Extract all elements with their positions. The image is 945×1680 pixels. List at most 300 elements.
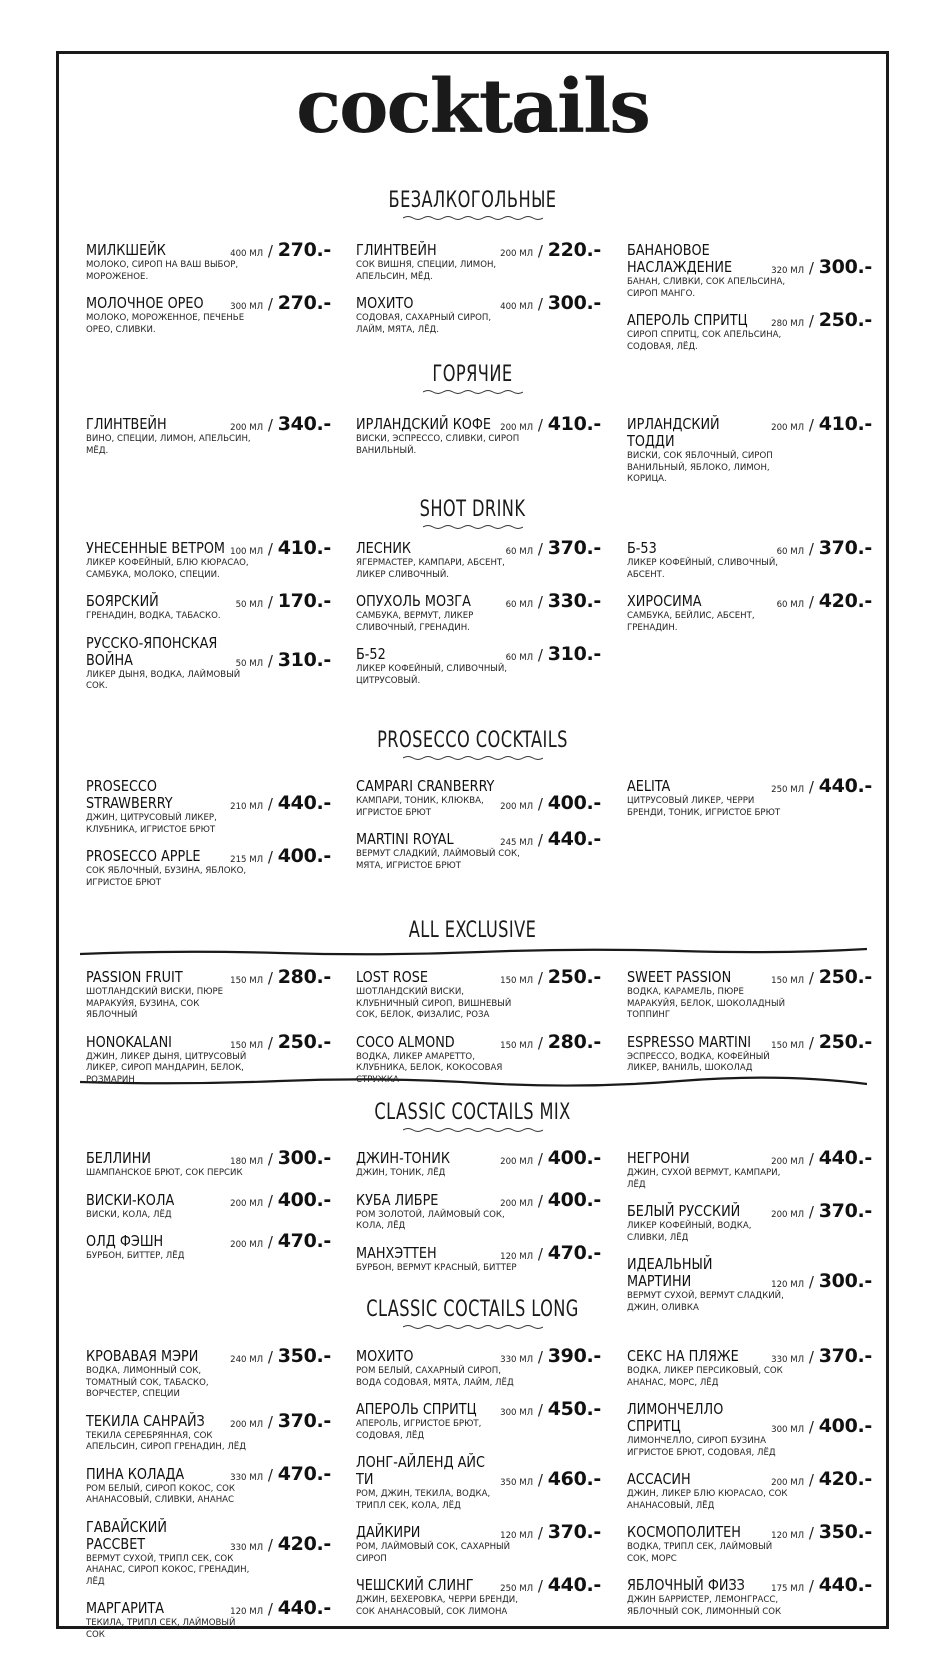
item-description: БАНАН, СЛИВКИ, СОК АПЕЛЬСИНА, СИРОП МАНГО. [627,277,786,299]
item-name: БОЯРСКИЙ [86,592,159,610]
item-name: КОСМОПОЛИТЕН [627,1523,741,1541]
menu-item [86,778,331,836]
item-description: ВОДКА, ЛИМОННЫЙ СОК, ТОМАТНЫЙ СОК, ТАБАСКО, ВОРЧЕСТЕР, СПЕЦИИ [86,1366,209,1399]
item-description: ДЖИН, ТОНИК, ЛЁД [356,1168,446,1178]
item-name: AELITA [627,777,671,795]
item-price: 400.- [277,845,331,867]
menu-item [356,643,601,687]
item-price: 440.- [277,1597,331,1619]
menu-column [356,1147,601,1286]
menu-item [627,1401,872,1459]
price-separator: / [804,593,819,611]
item-name: БЕЛЛИНИ [86,1149,152,1167]
item-name: HONOKALANI [86,1032,172,1051]
price-separator: / [263,1348,278,1366]
item-name: MARTINI ROYAL [356,830,454,848]
item-price-group [230,1533,331,1555]
menu-item [356,778,601,819]
item-name: ГЛИНТВЕЙН [356,241,437,259]
menu-item [356,239,601,283]
item-volume: 120 МЛ [230,1607,264,1617]
menu-item [356,1574,601,1618]
item-description: ВОДКА, КАРАМЕЛЬ, ПЮРЕ МАРАКУЙЯ, БЕЛОК, ШОКОЛАДНЫЙ ТОППИНГ [627,987,786,1020]
item-description: ТЕКИЛА СЕРЕБРЯННАЯ, СОК АПЕЛЬСИН, СИРОП ГРЕНАДИН, ЛЁД [86,1430,246,1452]
item-volume: 280 МЛ [771,319,805,329]
menu-item [627,1574,872,1618]
price-separator: / [804,1348,819,1366]
item-volume: 330 МЛ [230,1542,264,1553]
item-price-group [500,1031,601,1053]
item-price-group [771,1147,872,1169]
item-price-group [771,966,872,988]
menu-column [86,1147,331,1275]
item-name: МОХИТО [356,294,414,312]
item-description: СИРОП СПРИТЦ, СОК АПЕЛЬСИНА, СОДОВАЯ, ЛЁД. [627,330,782,352]
item-name: PROSECCO STRAWBERRY [86,777,173,812]
item-price: 310.- [277,648,331,671]
menu-column [86,537,331,705]
menu-column [356,778,601,884]
section-title: ГОРЯЧИЕ [432,362,513,387]
price-separator: / [263,1150,278,1168]
menu-item [356,590,601,634]
item-price-group [500,413,601,435]
item-description: ДЖИН БАРРИСТЕР, ЛЕМОНГРАСС, ЯБЛОЧНЫЙ СОК, ЛИМОННЫЙ СОК [627,1595,782,1617]
item-price-group [506,643,601,665]
price-separator: / [804,540,819,558]
section-title: CLASSIC COCTAILS MIX [374,1100,571,1125]
price-separator: / [804,1203,819,1221]
item-description: ДЖИН, ЛИКЕР ДЫНЯ, ЦИТРУСОВЫЙ ЛИКЕР, СИРОП МАНДАРИН, БЕЛОК, РОЗМАРИН [86,1051,247,1085]
item-price: 410.- [277,537,331,559]
menu-item [356,1345,601,1389]
item-volume: 120 МЛ [500,1531,534,1541]
item-price: 400.- [547,1188,601,1211]
item-price: 400.- [818,1415,872,1437]
menu-column [627,242,872,365]
menu-item [627,413,872,486]
item-name: МАНХЭТТЕН [356,1243,437,1262]
item-price: 300.- [547,292,601,314]
item-price-group [500,1521,601,1543]
item-volume: 120 МЛ [771,1280,805,1290]
menu-column [627,413,872,498]
price-separator: / [533,1033,548,1052]
squiggle-divider [403,755,543,761]
menu-item [356,966,601,1022]
menu-item [356,537,601,581]
section-title: SHOT DRINK [419,497,526,522]
item-price-group [236,649,331,671]
menu-item [356,292,601,336]
item-price: 420.- [818,590,872,612]
item-description: БУРБОН, ВЕРМУТ КРАСНЫЙ, БИТТЕР [356,1262,517,1273]
item-price: 440.- [818,1147,872,1169]
price-separator: / [533,540,548,558]
item-price: 340.- [277,413,331,435]
item-price: 170.- [277,590,331,612]
item-description: ЭСПРЕССО, ВОДКА, КОФЕЙНЫЙ ЛИКЕР, ВАНИЛЬ, ШОКОЛАД [627,1051,770,1073]
section-header-classic-mix [0,1100,945,1133]
item-volume: 60 МЛ [776,600,805,610]
menu-item [627,1345,872,1389]
item-description: ШОТЛАНДСКИЙ ВИСКИ, ПЮРЕ МАРАКУЙЯ, БУЗИНА, СОК ЯБЛОЧНЫЙ [86,987,224,1020]
item-name: PASSION FRUIT [86,968,183,986]
item-price: 440.- [818,775,872,797]
item-price-group [230,1230,331,1252]
item-description: ВИСКИ, СОК ЯБЛОЧНЫЙ, СИРОП ВАНИЛЬНЫЙ, ЯБЛОКО, ЛИМОН, КОРИЦА. [627,451,773,484]
price-separator: / [804,312,819,330]
item-price-group [500,792,601,814]
item-name: ДЖИН-ТОНИК [356,1149,450,1167]
price-separator: / [533,969,548,987]
item-price: 440.- [547,828,601,850]
menu-item [86,1230,331,1263]
item-price-group [500,239,601,261]
item-volume: 200 МЛ [230,1419,264,1430]
price-separator: / [263,969,278,987]
item-description: ЛИКЕР КОФЕЙНЫЙ, БЛЮ КЮРАСАО, САМБУКА, МОЛОКО, СПЕЦИИ. [86,558,249,580]
item-description: ЛИКЕР КОФЕЙНЫЙ, СЛИВОЧНЫЙ, АБСЕНТ. [627,558,779,580]
item-price-group [500,1189,601,1211]
item-price: 400.- [277,1188,331,1211]
item-price-group [771,256,872,278]
price-separator: / [533,831,548,849]
item-name: МАРГАРИТА [86,1599,165,1617]
item-volume: 150 МЛ [771,1040,805,1051]
item-price-group [777,537,872,559]
item-price-group [230,966,331,988]
item-volume: 200 МЛ [500,1157,534,1167]
item-name: ИДЕАЛЬНЫЙ МАРТИНИ [627,1255,713,1290]
item-price: 330.- [547,590,601,612]
item-description: ВОДКА, ТРИПЛ СЕК, ЛАЙМОВЫЙ СОК, МОРС [627,1542,773,1564]
section-title: ALL EXCLUSIVE [408,918,537,943]
price-separator: / [804,1418,819,1436]
price-separator: / [263,1535,278,1554]
item-price: 440.- [277,792,331,814]
menu-item [627,1200,872,1244]
section-header-prosecco [0,728,945,761]
item-name: Б-52 [356,645,386,663]
menu-item [86,1030,331,1087]
item-volume: 50 МЛ [235,658,264,669]
price-separator: / [804,416,819,434]
item-price: 250.- [818,309,872,331]
item-price: 470.- [277,1230,331,1252]
menu-item [86,1147,331,1180]
item-name: ЛЕСНИК [356,539,412,557]
item-price-group [506,590,601,612]
menu-column [356,413,601,469]
item-description: САМБУКА, ВЕРМУТ, ЛИКЕР СЛИВОЧНЫЙ, ГРЕНАДИН. [356,611,474,633]
item-volume: 200 МЛ [771,423,805,433]
item-description: ТЕКИЛА, ТРИПЛ СЕК, ЛАЙМОВЫЙ СОК [86,1618,236,1640]
item-price: 250.- [818,1030,872,1053]
item-description: ЛИКЕР КОФЕЙНЫЙ, ВОДКА, СЛИВКИ, ЛЁД [627,1221,752,1243]
item-name: ВИСКИ-КОЛА [86,1190,175,1209]
section-title: БЕЗАЛКОГОЛЬНЫЕ [388,188,557,213]
item-description: САМБУКА, БЕЙЛИС, АБСЕНТ, ГРЕНАДИН. [627,611,755,633]
menu-item [627,1256,872,1314]
item-volume: 240 МЛ [230,1355,264,1365]
item-price: 420.- [818,1468,872,1490]
item-price: 300.- [818,256,872,278]
menu-column [356,239,601,348]
price-separator: / [263,795,278,813]
wavy-rule-top [80,946,867,960]
item-description: ВЕРМУТ СУХОЙ, ТРИПЛ СЕК, СОК АНАНАС, СИРОП КОКОС, ГРЕНАДИН, ЛЁД [86,1553,250,1587]
item-description: СОДОВАЯ, САХАРНЫЙ СИРОП, ЛАЙМ, МЯТА, ЛЁД. [356,313,492,335]
item-price-group [500,1147,601,1169]
item-name: PROSECCO APPLE [86,847,201,865]
menu-item [356,1241,601,1275]
item-price: 220.- [547,239,601,261]
item-volume: 300 МЛ [230,302,264,312]
price-separator: / [804,1033,819,1052]
item-price-group [500,292,601,314]
item-price: 450.- [547,1398,601,1420]
item-price-group [230,239,331,261]
item-price: 400.- [547,792,601,814]
item-description: ЦИТРУСОВЫЙ ЛИКЕР, ЧЕРРИ БРЕНДИ, ТОНИК, ИГРИСТОЕ БРЮТ [627,796,781,818]
price-separator: / [533,1348,548,1366]
price-separator: / [533,416,548,434]
item-description: ВИНО, СПЕЦИИ, ЛИМОН, АПЕЛЬСИН, МЁД. [86,434,251,456]
item-price-group [230,792,331,814]
section-title: PROSECCO COCKTAILS [377,728,568,753]
item-price-group [771,1415,872,1437]
item-description: ЛИКЕР ДЫНЯ, ВОДКА, ЛАЙМОВЫЙ СОК. [86,669,241,691]
squiggle-divider [403,1127,543,1133]
item-description: ДЖИН, ЛИКЕР БЛЮ КЮРАСАО, СОК АНАНАСОВЫЙ, ЛЁД [627,1489,788,1511]
menu-item [86,413,331,457]
item-volume: 200 МЛ [230,1240,264,1250]
item-volume: 200 МЛ [771,1210,805,1220]
price-separator: / [263,651,278,670]
menu-item [356,413,601,457]
price-separator: / [533,593,548,611]
menu-item [86,292,331,336]
item-price: 270.- [277,239,331,261]
item-price-group [771,1468,872,1490]
menu-item [86,1519,331,1589]
item-price-group [230,845,331,867]
price-separator: / [263,848,278,866]
item-price-group [500,1574,601,1596]
item-volume: 150 МЛ [230,1040,264,1051]
menu-item [86,1409,331,1454]
item-volume: 200 МЛ [500,802,534,812]
item-description: РОМ, ЛАЙМОВЫЙ СОК, САХАРНЫЙ СИРОП [356,1542,511,1564]
item-volume: 60 МЛ [776,547,805,557]
item-name: ТЕКИЛА САНРАЙЗ [86,1411,205,1430]
menu-item [356,828,601,872]
menu-item [86,1597,331,1641]
item-name: ГЛИНТВЕЙН [86,415,167,433]
menu-column [356,966,601,1098]
item-name: КУБА ЛИБРЕ [356,1190,439,1209]
item-name: ДАЙКИРИ [356,1523,421,1541]
item-price: 370.- [547,1521,601,1543]
item-volume: 50 МЛ [235,600,264,610]
item-description: ДЖИН, ЦИТРУСОВЫЙ ЛИКЕР, КЛУБНИКА, ИГРИСТОЕ БРЮТ [86,813,217,835]
item-price-group [500,1242,601,1264]
item-price-group [230,1189,331,1211]
section-header-hot [0,362,945,395]
item-price: 410.- [547,413,601,435]
price-separator: / [804,778,819,796]
price-separator: / [533,242,548,260]
item-price: 460.- [547,1468,601,1490]
menu-item [86,239,331,283]
price-separator: / [263,1412,278,1431]
price-separator: / [263,1465,278,1484]
item-price: 440.- [547,1574,601,1596]
item-description: ВОДКА, ЛИКЕР АМАРЕТТО, КЛУБНИКА, БЕЛОК, КОКОСОВАЯ СТРУЖКА [356,1051,503,1085]
item-name: COCO ALMOND [356,1032,455,1051]
menu-column [627,1345,872,1630]
item-name: ИРЛАНДСКИЙ КОФЕ [356,415,492,433]
item-name: ХИРОСИМА [627,592,702,610]
item-description: БУРБОН, БИТТЕР, ЛЁД [86,1251,185,1261]
price-separator: / [533,1244,548,1263]
price-separator: / [533,1577,548,1595]
item-price-group [500,1345,601,1367]
menu-column [627,775,872,831]
menu-item [627,590,872,634]
item-description: ВЕРМУТ СУХОЙ, ВЕРМУТ СЛАДКИЙ, ДЖИН, ОЛИВКА [627,1291,784,1313]
item-price-group [230,537,331,559]
item-name: РУССКО-ЯПОНСКАЯ ВОЙНА [86,633,218,669]
section-title: CLASSIC COCTAILS LONG [366,1297,579,1322]
item-price: 350.- [277,1345,331,1367]
item-price: 440.- [818,1574,872,1596]
item-description: ШАМПАНСКОЕ БРЮТ, СОК ПЕРСИК [86,1168,243,1178]
squiggle-divider [423,524,523,530]
item-description: ВЕРМУТ СЛАДКИЙ, ЛАЙМОВЫЙ СОК, МЯТА, ИГРИСТОЕ БРЮТ [356,849,520,871]
item-price: 370.- [818,537,872,559]
menu-item [356,1454,601,1512]
menu-item [86,590,331,623]
price-separator: / [804,1471,819,1489]
item-price: 390.- [547,1345,601,1367]
item-price: 280.- [547,1030,601,1053]
item-name: Б-53 [627,539,657,557]
item-price-group [500,966,601,988]
item-volume: 150 МЛ [500,976,534,986]
item-description: КАМПАРИ, ТОНИК, КЛЮКВА, ИГРИСТОЕ БРЮТ [356,796,484,818]
item-price: 370.- [547,537,601,559]
item-description: РОМ, ДЖИН, ТЕКИЛА, ВОДКА, ТРИПЛ СЕК, КОЛА, ЛЁД [356,1489,491,1511]
menu-column [627,966,872,1087]
menu-item [356,1030,601,1087]
item-price-group [771,1200,872,1222]
item-name: МОХИТО [356,1347,414,1365]
item-price-group [771,775,872,797]
item-volume: 150 МЛ [230,976,264,986]
item-volume: 175 МЛ [771,1584,805,1594]
menu-column [86,1345,331,1653]
item-price: 470.- [277,1462,331,1485]
item-description: ЛИКЕР КОФЕЙНЫЙ, СЛИВОЧНЫЙ, ЦИТРУСОВЫЙ. [356,664,508,686]
item-volume: 330 МЛ [500,1355,534,1365]
price-separator: / [804,259,819,277]
item-name: ESPRESSO MARTINI [627,1032,752,1051]
menu-item [356,1521,601,1565]
item-name: БАНАНОВОЕ НАСЛАЖДЕНИЕ [627,241,733,276]
item-price: 370.- [818,1345,872,1367]
section-header-nonalcoholic [0,188,945,221]
item-price: 470.- [547,1241,601,1264]
menu-item [86,537,331,581]
item-description: ВОДКА, ЛИКЕР ПЕРСИКОВЫЙ, СОК АНАНАС, МОРС, ЛЁД [627,1366,783,1388]
item-price-group [506,537,601,559]
item-name: БЕЛЫЙ РУССКИЙ [627,1202,741,1220]
item-description: АПЕРОЛЬ, ИГРИСТОЕ БРЮТ, СОДОВАЯ, ЛЁД [356,1419,482,1441]
item-description: ЯГЕРМАСТЕР, КАМПАРИ, АБСЕНТ, ЛИКЕР СЛИВОЧНЫЙ. [356,558,505,580]
price-separator: / [263,242,278,260]
menu-item [86,1462,331,1507]
menu-column [356,537,601,699]
item-price: 370.- [818,1200,872,1222]
item-volume: 200 МЛ [500,249,534,259]
squiggle-divider [423,389,523,395]
menu-item [86,1188,331,1222]
price-separator: / [804,1150,819,1168]
item-price: 270.- [277,292,331,314]
item-description: РОМ БЕЛЫЙ, САХАРНЫЙ СИРОП, ВОДА СОДОВАЯ, МЯТА, ЛАЙМ, ЛЁД [356,1366,514,1388]
menu-column [86,778,331,901]
item-volume: 200 МЛ [500,423,534,433]
price-separator: / [804,1273,819,1291]
item-volume: 400 МЛ [500,302,534,312]
item-price-group [230,413,331,435]
item-volume: 200 МЛ [230,423,264,433]
menu-item [86,635,331,693]
item-name: CAMPARI CRANBERRY [356,777,495,795]
price-separator: / [533,1471,548,1489]
item-name: КРОВАВАЯ МЭРИ [86,1347,199,1365]
item-name: АПЕРОЛЬ СПРИТЦ [356,1400,477,1418]
item-price: 310.- [547,643,601,665]
price-separator: / [263,1191,278,1210]
item-description: ЛИМОНЧЕЛЛО, СИРОП БУЗИНА ИГРИСТОЕ БРЮТ, СОДОВАЯ, ЛЁД [627,1436,776,1458]
item-volume: 60 МЛ [505,600,534,610]
item-volume: 320 МЛ [771,266,805,276]
item-description: ВИСКИ, ЭСПРЕССО, СЛИВКИ, СИРОП ВАНИЛЬНЫЙ. [356,434,520,456]
item-name: ИРЛАНДСКИЙ ТОДДИ [627,415,720,450]
item-description: МОЛОКО, МОРОЖЕННОЕ, ПЕЧЕНЬЕ ОРЕО, СЛИВКИ. [86,313,245,335]
item-volume: 120 МЛ [771,1531,805,1541]
item-description: ДЖИН, СУХОЙ ВЕРМУТ, КАМПАРИ, ЛЁД [627,1168,781,1190]
item-price: 280.- [277,966,331,988]
item-volume: 330 МЛ [230,1472,264,1483]
price-separator: / [263,295,278,313]
item-price-group [230,1597,331,1619]
menu-item [86,1345,331,1401]
item-price: 420.- [277,1532,331,1555]
item-price: 250.- [818,966,872,988]
price-separator: / [533,1401,548,1419]
menu-item [86,845,331,889]
price-separator: / [263,540,278,558]
item-description: МОЛОКО, СИРОП НА ВАШ ВЫБОР, МОРОЖЕНОЕ. [86,260,239,282]
item-volume: 300 МЛ [500,1408,534,1418]
item-description: ШОТЛАНДСКИЙ ВИСКИ, КЛУБНИЧНЫЙ СИРОП, ВИШНЕВЫЙ СОК, БЕЛОК, ФИЗАЛИС, РОЗА [356,987,512,1020]
item-price: 300.- [818,1270,872,1292]
menu-column [627,1147,872,1326]
